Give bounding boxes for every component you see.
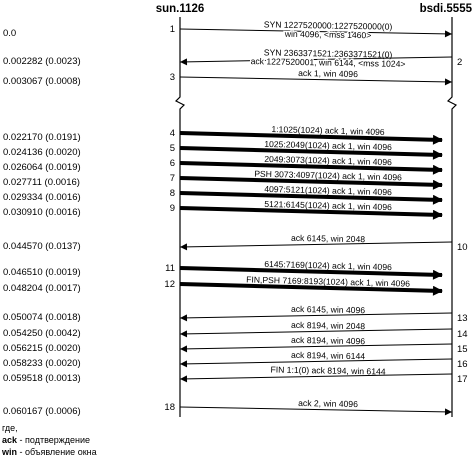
timestamp-label: 0.046510 (0.0019) bbox=[3, 267, 81, 278]
message-label: ack 2, win 4096 bbox=[298, 397, 359, 410]
message-label: win 4096, <mss 1460> bbox=[284, 28, 372, 41]
timestamp-label: 0.003067 (0.0008) bbox=[3, 76, 81, 87]
segment-number: 4 bbox=[169, 128, 175, 139]
segment-number: 15 bbox=[457, 344, 468, 355]
legend-term: ack bbox=[2, 435, 18, 445]
legend-term: win bbox=[2, 447, 17, 457]
message-label: ack 8194, win 2048 bbox=[290, 319, 366, 332]
timestamp-label: 0.054250 (0.0042) bbox=[3, 328, 81, 339]
message-label: 1025:2049(1024) ack 1, win 4096 bbox=[264, 138, 392, 153]
message-label: 6145:7169(1024) ack 1, win 4096 bbox=[264, 258, 392, 273]
segment-number: 10 bbox=[457, 242, 468, 253]
message-label: FIN,PSH 7169:8193(1024) ack 1, win 4096 bbox=[246, 274, 411, 289]
message-label: SYN 2363371521:2363371521(0) bbox=[263, 47, 393, 60]
legend-text: - подтверждение bbox=[17, 435, 91, 445]
message-label: ack 1, win 4096 bbox=[298, 67, 359, 80]
timestamp-label: 0.026064 (0.0019) bbox=[3, 162, 81, 173]
segment-number: 1 bbox=[169, 24, 175, 35]
segment-number: 11 bbox=[165, 263, 175, 274]
message-row bbox=[3, 304, 468, 324]
timestamp-label: 0.024136 (0.0020) bbox=[3, 147, 81, 158]
timestamp-label: 0.044570 (0.0137) bbox=[3, 241, 81, 252]
message-label: 4097:5121(1024) ack 1, win 4096 bbox=[264, 183, 392, 198]
timestamp-label: 0.022170 (0.0191) bbox=[3, 132, 81, 143]
message-row bbox=[3, 68, 452, 87]
segment-number: 2 bbox=[457, 57, 463, 68]
segment-number: 5 bbox=[169, 143, 175, 154]
message-row bbox=[3, 398, 452, 417]
timestamp-label: 0.056215 (0.0020) bbox=[3, 343, 81, 354]
segment-number: 13 bbox=[457, 313, 468, 324]
message-label: ack 6145, win 2048 bbox=[290, 232, 366, 245]
message-row bbox=[3, 233, 468, 253]
timestamp-label: 0.050074 (0.0018) bbox=[3, 312, 81, 323]
message-label: 1:1025(1024) ack 1, win 4096 bbox=[271, 124, 385, 137]
timestamp-label: 0.048204 (0.0017) bbox=[3, 283, 81, 294]
message-row bbox=[3, 259, 442, 278]
message-row bbox=[3, 124, 442, 143]
legend-item-win bbox=[1, 447, 97, 457]
segment-number: 14 bbox=[457, 329, 468, 340]
legend-item-ack bbox=[2, 435, 90, 445]
message-label: PSH 3073:4097(1024) ack 1, win 4096 bbox=[254, 168, 403, 183]
timestamp-label: 0.030910 (0.0016) bbox=[3, 207, 81, 218]
message-label: ack 8194, win 4096 bbox=[290, 334, 366, 347]
segment-number: 12 bbox=[164, 279, 175, 290]
timeline-right bbox=[448, 17, 456, 417]
segment-number: 17 bbox=[457, 374, 468, 385]
message-label: 2049:3073(1024) ack 1, win 4096 bbox=[264, 153, 392, 168]
message-label: ack 8194, win 6144 bbox=[290, 349, 366, 362]
segment-number: 6 bbox=[169, 158, 175, 169]
timestamp-label: 0.002282 (0.0023) bbox=[3, 56, 81, 67]
legend-text: - объявление окна bbox=[17, 447, 97, 457]
segment-number: 3 bbox=[169, 72, 175, 83]
message-rows bbox=[3, 19, 468, 417]
host-right-label: bsdi.5555 bbox=[419, 3, 472, 15]
segment-number: 16 bbox=[457, 359, 468, 370]
host-left-label: sun.1126 bbox=[155, 3, 205, 15]
message-label: 5121:6145(1024) ack 1, win 4096 bbox=[264, 198, 392, 213]
segment-number: 8 bbox=[169, 188, 175, 199]
message-row bbox=[3, 19, 452, 40]
timestamp-label: 0.060167 (0.0006) bbox=[3, 406, 81, 417]
message-label: ack 1227520001, win 6144, <mss 1024> bbox=[250, 56, 406, 69]
timestamp-label: 0.058233 (0.0020) bbox=[3, 358, 81, 369]
timestamp-label: 0.027711 (0.0016) bbox=[3, 177, 80, 188]
timestamp-label: 0.059518 (0.0013) bbox=[3, 373, 81, 384]
legend-title: где, bbox=[2, 423, 18, 433]
segment-number: 18 bbox=[164, 402, 175, 413]
segment-number: 9 bbox=[169, 203, 175, 214]
legend bbox=[1, 423, 97, 457]
segment-number: 7 bbox=[169, 173, 175, 184]
message-label: FIN 1:1(0) ack 8194, win 6144 bbox=[270, 364, 386, 377]
message-label: ack 6145, win 4096 bbox=[290, 303, 366, 316]
message-row bbox=[3, 47, 462, 69]
message-label: SYN 1227520000:1227520000(0) bbox=[263, 19, 393, 32]
timestamp-label: 0.0 bbox=[3, 28, 17, 39]
timestamp-label: 0.029334 (0.0016) bbox=[3, 192, 81, 203]
